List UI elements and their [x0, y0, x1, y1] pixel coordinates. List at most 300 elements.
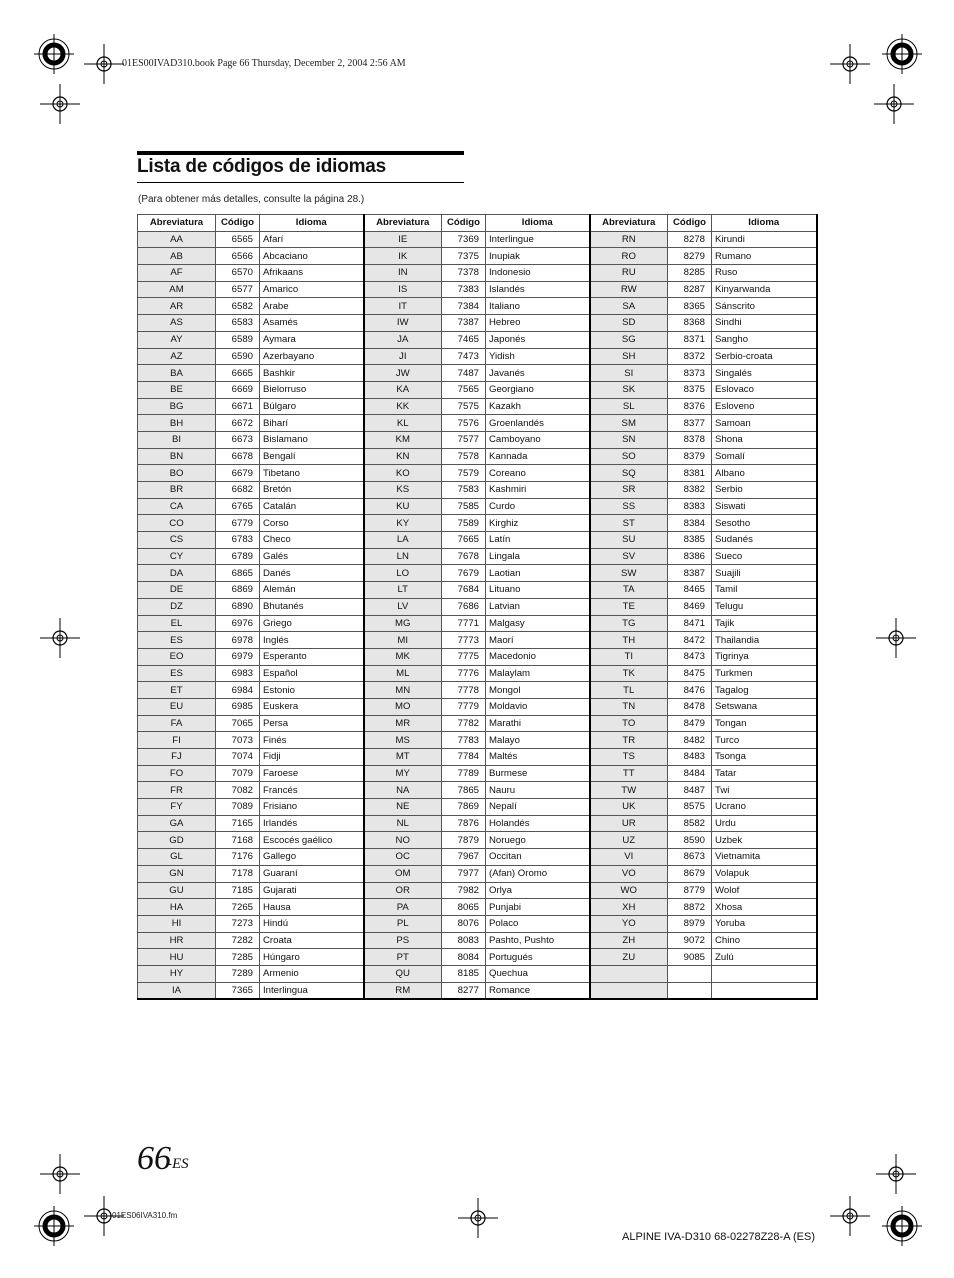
crosshair-icon — [876, 618, 916, 658]
language-cell: Búlgaro — [260, 398, 364, 415]
language-cell: Twi — [712, 782, 817, 799]
code-cell: 8373 — [668, 365, 712, 382]
code-cell: 8476 — [668, 682, 712, 699]
abbreviation-cell: HU — [138, 949, 216, 966]
code-cell: 6590 — [216, 348, 260, 365]
language-cell: Xhosa — [712, 899, 817, 916]
abbreviation-cell: FI — [138, 732, 216, 749]
code-cell: 6672 — [216, 415, 260, 432]
code-cell: 6673 — [216, 431, 260, 448]
language-cell: Wolof — [712, 882, 817, 899]
crosshair-icon — [830, 1196, 870, 1236]
code-cell: 6890 — [216, 598, 260, 615]
language-cell: Tigrinya — [712, 648, 817, 665]
language-cell: Sudanés — [712, 532, 817, 549]
code-cell: 8386 — [668, 548, 712, 565]
abbreviation-cell: KN — [364, 448, 442, 465]
footer-file-name: 01ES06IVA310.fm — [112, 1211, 178, 1220]
abbreviation-cell: ES — [138, 632, 216, 649]
code-cell: 8465 — [668, 582, 712, 599]
language-cell: Fidji — [260, 749, 364, 766]
abbreviation-cell: AS — [138, 315, 216, 332]
language-cell: Tsonga — [712, 749, 817, 766]
page-title: Lista de códigos de idiomas — [137, 156, 387, 177]
language-cell: Afrikaans — [260, 265, 364, 282]
code-cell: 7771 — [442, 615, 486, 632]
code-cell: 7585 — [442, 498, 486, 515]
language-cell: Sangho — [712, 331, 817, 348]
code-cell: 6589 — [216, 331, 260, 348]
abbreviation-cell: SQ — [590, 465, 668, 482]
code-cell: 7879 — [442, 832, 486, 849]
language-cell: Javanés — [486, 365, 590, 382]
column-header: Idioma — [260, 215, 364, 232]
abbreviation-cell: SN — [590, 431, 668, 448]
registration-mark-icon — [34, 1206, 74, 1246]
code-cell: 7665 — [442, 532, 486, 549]
language-cell: Malayo — [486, 732, 590, 749]
code-cell: 6665 — [216, 365, 260, 382]
language-cell: Abcaciano — [260, 248, 364, 265]
table-row — [138, 932, 817, 949]
language-cell: Esperanto — [260, 648, 364, 665]
language-cell: Tatar — [712, 765, 817, 782]
abbreviation-cell: AR — [138, 298, 216, 315]
abbreviation-cell: SW — [590, 565, 668, 582]
abbreviation-cell: BO — [138, 465, 216, 482]
table-row — [138, 765, 817, 782]
language-cell: Arabe — [260, 298, 364, 315]
abbreviation-cell: QU — [364, 965, 442, 982]
language-cell: Suajili — [712, 565, 817, 582]
abbreviation-cell: IN — [364, 265, 442, 282]
abbreviation-cell: JW — [364, 365, 442, 382]
table-row — [138, 832, 817, 849]
code-cell: 7082 — [216, 782, 260, 799]
table-row — [138, 248, 817, 265]
abbreviation-cell: PA — [364, 899, 442, 916]
code-cell: 7369 — [442, 231, 486, 248]
abbreviation-cell: IE — [364, 231, 442, 248]
language-cell: Kirghiz — [486, 515, 590, 532]
abbreviation-cell: AZ — [138, 348, 216, 365]
code-cell: 8383 — [668, 498, 712, 515]
table-row — [138, 965, 817, 982]
language-cell: Thailandia — [712, 632, 817, 649]
language-cell: Moldavio — [486, 698, 590, 715]
abbreviation-cell: FA — [138, 715, 216, 732]
code-cell: 8590 — [668, 832, 712, 849]
language-cell: Telugu — [712, 598, 817, 615]
code-cell: 8482 — [668, 732, 712, 749]
abbreviation-cell: IT — [364, 298, 442, 315]
abbreviation-cell: YO — [590, 915, 668, 932]
table-row — [138, 665, 817, 682]
code-cell: 7576 — [442, 415, 486, 432]
column-header: Idioma — [712, 215, 817, 232]
crosshair-icon — [40, 1154, 80, 1194]
language-cell: Francés — [260, 782, 364, 799]
code-cell: 9085 — [668, 949, 712, 966]
code-cell: 7776 — [442, 665, 486, 682]
abbreviation-cell: MG — [364, 615, 442, 632]
code-cell: 8472 — [668, 632, 712, 649]
table-row — [138, 298, 817, 315]
abbreviation-cell: KA — [364, 381, 442, 398]
abbreviation-cell: SS — [590, 498, 668, 515]
abbreviation-cell: PL — [364, 915, 442, 932]
table-row — [138, 398, 817, 415]
language-cell: Tongan — [712, 715, 817, 732]
language-cell: Islandés — [486, 281, 590, 298]
abbreviation-cell: UR — [590, 815, 668, 832]
abbreviation-cell: SV — [590, 548, 668, 565]
column-header: Abreviatura — [590, 215, 668, 232]
abbreviation-cell: LA — [364, 532, 442, 549]
language-cell: Hindú — [260, 915, 364, 932]
table-row — [138, 482, 817, 499]
abbreviation-cell: FO — [138, 765, 216, 782]
language-cell: Catalán — [260, 498, 364, 515]
language-cell: Tajik — [712, 615, 817, 632]
abbreviation-cell: IA — [138, 982, 216, 999]
language-cell: Portugués — [486, 949, 590, 966]
language-cell: Romance — [486, 982, 590, 999]
column-header: Idioma — [486, 215, 590, 232]
language-cell: Indonesio — [486, 265, 590, 282]
language-cell: Lituano — [486, 582, 590, 599]
code-cell: 8475 — [668, 665, 712, 682]
language-cell: Afarí — [260, 231, 364, 248]
language-cell: Aymara — [260, 331, 364, 348]
language-cell: Mongol — [486, 682, 590, 699]
abbreviation-cell: AM — [138, 281, 216, 298]
code-cell: 6678 — [216, 448, 260, 465]
language-cell: Interlingue — [486, 231, 590, 248]
code-cell: 7967 — [442, 849, 486, 866]
page-number-suffix: -ES — [167, 1156, 189, 1172]
abbreviation-cell: TS — [590, 749, 668, 766]
abbreviation-cell: TL — [590, 682, 668, 699]
page-number: 66 — [137, 1140, 171, 1177]
code-cell: 6583 — [216, 315, 260, 332]
language-cell: Japonés — [486, 331, 590, 348]
abbreviation-cell: TG — [590, 615, 668, 632]
abbreviation-cell: SA — [590, 298, 668, 315]
abbreviation-cell: EU — [138, 698, 216, 715]
language-cell: Occitan — [486, 849, 590, 866]
abbreviation-cell: DA — [138, 565, 216, 582]
language-cell: Pashto, Pushto — [486, 932, 590, 949]
code-cell: 7178 — [216, 865, 260, 882]
language-cell: Turkmen — [712, 665, 817, 682]
column-header: Código — [442, 215, 486, 232]
code-cell: 8376 — [668, 398, 712, 415]
abbreviation-cell: BR — [138, 482, 216, 499]
language-cell: Serbio — [712, 482, 817, 499]
code-cell: 7465 — [442, 331, 486, 348]
abbreviation-cell: OC — [364, 849, 442, 866]
language-cell: Bashkir — [260, 365, 364, 382]
code-cell: 8279 — [668, 248, 712, 265]
language-cell: Burmese — [486, 765, 590, 782]
abbreviation-cell: LT — [364, 582, 442, 599]
language-cell: Volapuk — [712, 865, 817, 882]
language-cell: Ruso — [712, 265, 817, 282]
language-cell: Galés — [260, 548, 364, 565]
language-cell: Asamés — [260, 315, 364, 332]
code-cell: 7473 — [442, 348, 486, 365]
language-cell: Español — [260, 665, 364, 682]
abbreviation-cell: LN — [364, 548, 442, 565]
abbreviation-cell: BH — [138, 415, 216, 432]
abbreviation-cell: GD — [138, 832, 216, 849]
abbreviation-cell: RU — [590, 265, 668, 282]
code-cell: 8384 — [668, 515, 712, 532]
language-cell: Esloveno — [712, 398, 817, 415]
abbreviation-cell: MI — [364, 632, 442, 649]
code-cell: 6976 — [216, 615, 260, 632]
language-cell: Sueco — [712, 548, 817, 565]
table-row — [138, 582, 817, 599]
abbreviation-cell: GN — [138, 865, 216, 882]
table-row — [138, 598, 817, 615]
code-cell: 7679 — [442, 565, 486, 582]
column-header: Abreviatura — [364, 215, 442, 232]
code-cell: 8378 — [668, 431, 712, 448]
abbreviation-cell: TI — [590, 648, 668, 665]
table-row — [138, 348, 817, 365]
crosshair-icon — [84, 44, 124, 84]
abbreviation-cell: FJ — [138, 749, 216, 766]
language-cell: Tibetano — [260, 465, 364, 482]
language-cell: Chino — [712, 932, 817, 949]
table-header-row — [138, 215, 817, 232]
code-cell: 8483 — [668, 749, 712, 766]
abbreviation-cell: KM — [364, 431, 442, 448]
code-cell: 7775 — [442, 648, 486, 665]
abbreviation-cell: LO — [364, 565, 442, 582]
abbreviation-cell: CY — [138, 548, 216, 565]
language-cell: Bretón — [260, 482, 364, 499]
language-cell: Guaraní — [260, 865, 364, 882]
language-cell: Samoan — [712, 415, 817, 432]
language-cell: Kashmiri — [486, 482, 590, 499]
code-cell: 7378 — [442, 265, 486, 282]
code-cell — [668, 982, 712, 999]
language-cell: Kinyarwanda — [712, 281, 817, 298]
column-header: Abreviatura — [138, 215, 216, 232]
language-cell: Sánscrito — [712, 298, 817, 315]
table-row — [138, 548, 817, 565]
language-cell: Azerbayano — [260, 348, 364, 365]
code-cell: 6783 — [216, 532, 260, 549]
abbreviation-cell: TA — [590, 582, 668, 599]
code-cell: 7575 — [442, 398, 486, 415]
code-cell — [668, 965, 712, 982]
language-cell: Armenio — [260, 965, 364, 982]
crosshair-icon — [40, 84, 80, 124]
code-cell: 9072 — [668, 932, 712, 949]
language-cell: Finés — [260, 732, 364, 749]
abbreviation-cell: JI — [364, 348, 442, 365]
table-row — [138, 799, 817, 816]
abbreviation-cell: LV — [364, 598, 442, 615]
table-row — [138, 465, 817, 482]
abbreviation-cell: MK — [364, 648, 442, 665]
abbreviation-cell: NE — [364, 799, 442, 816]
language-cell: Nauru — [486, 782, 590, 799]
language-cell: Hausa — [260, 899, 364, 916]
language-cell: Kannada — [486, 448, 590, 465]
abbreviation-cell: TH — [590, 632, 668, 649]
abbreviation-cell: ES — [138, 665, 216, 682]
code-cell: 7073 — [216, 732, 260, 749]
language-cell: Inupiak — [486, 248, 590, 265]
code-cell: 6869 — [216, 582, 260, 599]
table-row — [138, 949, 817, 966]
abbreviation-cell: KK — [364, 398, 442, 415]
code-cell: 8575 — [668, 799, 712, 816]
code-cell: 7773 — [442, 632, 486, 649]
language-cell: Uzbek — [712, 832, 817, 849]
code-cell: 7876 — [442, 815, 486, 832]
table-row — [138, 982, 817, 999]
language-cell: Vietnamita — [712, 849, 817, 866]
abbreviation-cell: IK — [364, 248, 442, 265]
abbreviation-cell: KY — [364, 515, 442, 532]
code-cell: 8083 — [442, 932, 486, 949]
table-row — [138, 381, 817, 398]
code-cell: 7686 — [442, 598, 486, 615]
abbreviation-cell: AY — [138, 331, 216, 348]
abbreviation-cell: AF — [138, 265, 216, 282]
code-cell: 8484 — [668, 765, 712, 782]
code-cell: 6582 — [216, 298, 260, 315]
language-cell: Frisiano — [260, 799, 364, 816]
table-row — [138, 615, 817, 632]
language-cell: Italiano — [486, 298, 590, 315]
language-cell: Latín — [486, 532, 590, 549]
code-cell: 7784 — [442, 749, 486, 766]
code-cell: 7285 — [216, 949, 260, 966]
language-cell: Siswati — [712, 498, 817, 515]
abbreviation-cell: FY — [138, 799, 216, 816]
language-cell: Bislamano — [260, 431, 364, 448]
code-cell: 6978 — [216, 632, 260, 649]
code-cell: 7089 — [216, 799, 260, 816]
abbreviation-cell: BE — [138, 381, 216, 398]
abbreviation-cell: HY — [138, 965, 216, 982]
language-cell: Nepalí — [486, 799, 590, 816]
code-cell: 7487 — [442, 365, 486, 382]
language-cell: Singalés — [712, 365, 817, 382]
registration-mark-icon — [882, 34, 922, 74]
abbreviation-cell: VI — [590, 849, 668, 866]
crosshair-icon — [40, 618, 80, 658]
code-cell: 6865 — [216, 565, 260, 582]
table-row — [138, 648, 817, 665]
code-cell: 7074 — [216, 749, 260, 766]
table-row — [138, 698, 817, 715]
language-cell: Malgasy — [486, 615, 590, 632]
table-row — [138, 899, 817, 916]
language-cell: Lingala — [486, 548, 590, 565]
language-cell: Sindhi — [712, 315, 817, 332]
code-cell: 8379 — [668, 448, 712, 465]
abbreviation-cell: NA — [364, 782, 442, 799]
language-cell: Tamil — [712, 582, 817, 599]
abbreviation-cell: RO — [590, 248, 668, 265]
abbreviation-cell: HI — [138, 915, 216, 932]
abbreviation-cell: WO — [590, 882, 668, 899]
table-row — [138, 915, 817, 932]
abbreviation-cell: TE — [590, 598, 668, 615]
abbreviation-cell: TO — [590, 715, 668, 732]
abbreviation-cell: BI — [138, 431, 216, 448]
code-cell: 7779 — [442, 698, 486, 715]
code-cell: 6577 — [216, 281, 260, 298]
code-cell: 8779 — [668, 882, 712, 899]
registration-mark-icon — [882, 1206, 922, 1246]
code-cell: 6979 — [216, 648, 260, 665]
code-cell: 6570 — [216, 265, 260, 282]
code-cell: 7387 — [442, 315, 486, 332]
abbreviation-cell: NL — [364, 815, 442, 832]
language-cell: Yidish — [486, 348, 590, 365]
code-cell: 6983 — [216, 665, 260, 682]
code-cell: 8582 — [668, 815, 712, 832]
code-cell: 7265 — [216, 899, 260, 916]
language-cell: Maltés — [486, 749, 590, 766]
language-cell: Malaylam — [486, 665, 590, 682]
abbreviation-cell: HA — [138, 899, 216, 916]
code-cell: 7865 — [442, 782, 486, 799]
code-cell: 6565 — [216, 231, 260, 248]
table-row — [138, 632, 817, 649]
code-cell: 8471 — [668, 615, 712, 632]
code-cell: 8277 — [442, 982, 486, 999]
code-cell: 7383 — [442, 281, 486, 298]
language-cell: Latvian — [486, 598, 590, 615]
code-cell: 8872 — [668, 899, 712, 916]
code-cell: 8377 — [668, 415, 712, 432]
table-row — [138, 815, 817, 832]
code-cell: 7273 — [216, 915, 260, 932]
language-cell: Noruego — [486, 832, 590, 849]
code-cell: 6671 — [216, 398, 260, 415]
code-cell: 8375 — [668, 381, 712, 398]
abbreviation-cell: IW — [364, 315, 442, 332]
language-cell: Zulú — [712, 949, 817, 966]
code-cell: 8469 — [668, 598, 712, 615]
language-cell: Gallego — [260, 849, 364, 866]
table-row — [138, 849, 817, 866]
code-cell: 8065 — [442, 899, 486, 916]
code-cell: 8185 — [442, 965, 486, 982]
language-cell: Setswana — [712, 698, 817, 715]
abbreviation-cell: BG — [138, 398, 216, 415]
abbreviation-cell: DZ — [138, 598, 216, 615]
code-cell: 8381 — [668, 465, 712, 482]
language-cell: Sesotho — [712, 515, 817, 532]
language-cell: Griego — [260, 615, 364, 632]
language-cell: Persa — [260, 715, 364, 732]
footer-product-code: ALPINE IVA-D310 68-02278Z28-A (ES) — [621, 1231, 815, 1243]
code-cell: 8478 — [668, 698, 712, 715]
code-cell: 8479 — [668, 715, 712, 732]
table-row — [138, 448, 817, 465]
